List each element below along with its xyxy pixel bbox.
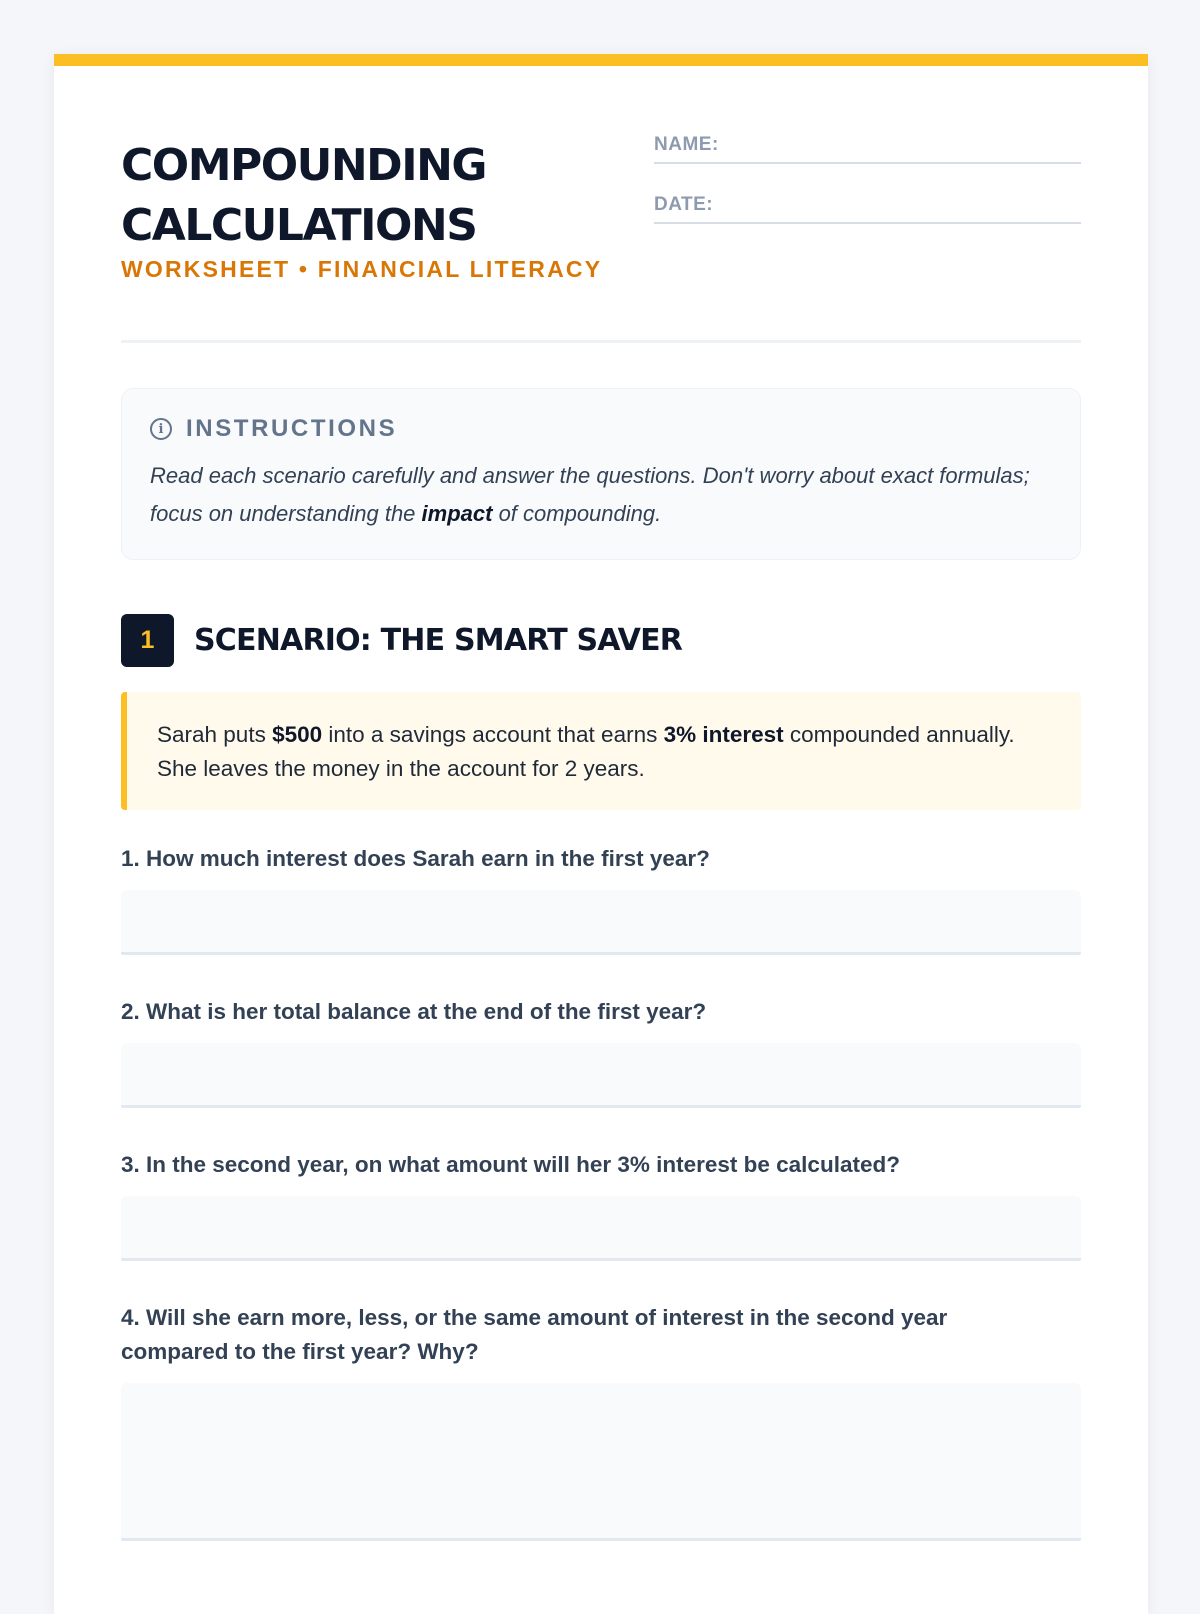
section-number-badge: 1 (121, 614, 174, 667)
student-fields (654, 132, 1081, 252)
question-2-text: 2. What is her total balance at the end of the first year? (121, 999, 707, 1024)
section-header (121, 614, 682, 667)
title-line-2: CALCULATIONS (121, 200, 477, 251)
worksheet-header (121, 66, 1081, 343)
question-4-text: 4. Will she earn more, less, or the same amount of interest in the second year compared to the first year? Why? (121, 1305, 948, 1364)
title-line-1: COMPOUNDING (121, 140, 487, 191)
instructions-text (150, 457, 1052, 533)
date-field[interactable] (654, 192, 1081, 224)
answer-1-field[interactable] (121, 890, 1081, 955)
question-2 (121, 995, 1081, 1108)
answer-3-field[interactable] (121, 1196, 1081, 1261)
instructions-box (121, 388, 1081, 560)
name-field[interactable] (654, 132, 1081, 164)
instructions-text-start: Read each scenario carefully and answer the questions. Don't worry about exact formulas; focus on understanding the (150, 463, 1030, 526)
instructions-header (150, 415, 1052, 443)
worksheet-page (54, 54, 1148, 1614)
scenario-text-1: Sarah puts (157, 722, 273, 747)
scenario-text-2: into a savings account that earns (322, 722, 664, 747)
page-subtitle: WORKSHEET • FINANCIAL LITERACY (121, 256, 603, 282)
scenario-box (121, 692, 1081, 810)
scenario-text-3: compounded annually. She leaves the money in the account for 2 years. (157, 722, 1015, 781)
question-4 (121, 1301, 1081, 1541)
instructions-title: INSTRUCTIONS (186, 415, 398, 442)
question-1-text: 1. How much interest does Sarah earn in the first year? (121, 846, 710, 871)
name-label: NAME: (654, 134, 719, 155)
scenario-amount: $500 (272, 722, 323, 747)
answer-2-field[interactable] (121, 1043, 1081, 1108)
question-3 (121, 1148, 1081, 1261)
page-title (121, 136, 641, 256)
section-title: SCENARIO: THE SMART SAVER (194, 623, 683, 658)
worksheet-content (121, 66, 1081, 1364)
scenario-rate: 3% interest (663, 722, 784, 747)
question-1 (121, 842, 1081, 955)
answer-4-field[interactable] (121, 1383, 1081, 1541)
info-icon: i (150, 418, 172, 440)
date-label: DATE: (654, 194, 714, 215)
instructions-emphasis: impact (421, 501, 493, 526)
instructions-text-end: of compounding. (492, 501, 662, 526)
question-3-text: 3. In the second year, on what amount will her 3% interest be calculated? (121, 1152, 900, 1177)
